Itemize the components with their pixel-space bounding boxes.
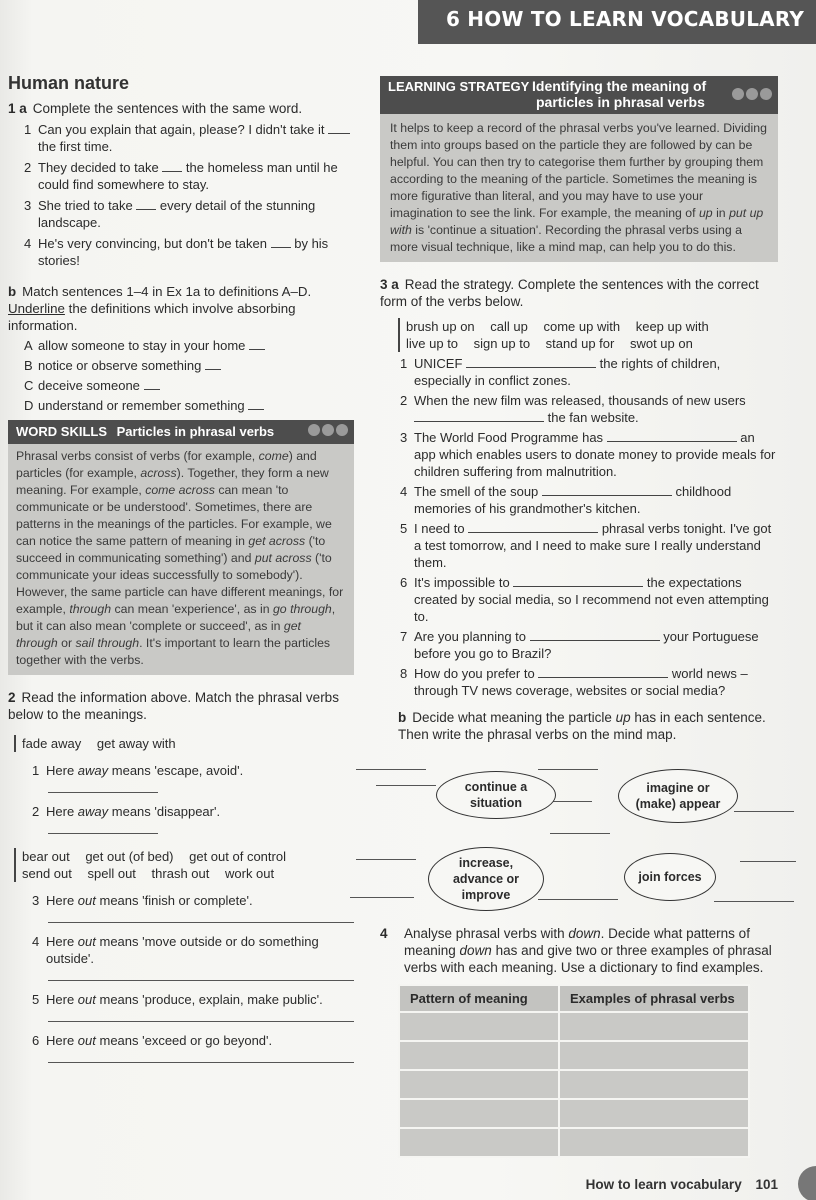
definition-item [8,337,360,354]
answer-line[interactable] [48,779,158,793]
meaning-item [8,1032,360,1049]
box-title-line2: particles in phrasal verbs [536,94,705,110]
item-text: He's very convincing, but don't be taken by his stories! [38,236,329,268]
instruction-text: Decide what meaning the particle up has in each sentence. Then write the phrasal verbs on the mind map. [398,710,766,742]
item-number: 8 [400,666,408,681]
box-title [532,78,706,110]
item-text: Here away means 'disappear'. [46,804,221,819]
answer-blank[interactable] [542,495,672,496]
item-number: 2 [400,393,408,408]
learning-strategy-header [380,76,778,114]
left-column [8,70,360,1063]
table-cell[interactable] [399,1012,559,1041]
meaning-item [8,991,360,1008]
answer-blank[interactable] [144,389,160,390]
word-list-out [14,848,314,882]
item-letter: A [24,338,33,353]
item-text: How do you prefer to world news – through TV news coverage, websites or social media? [414,666,748,698]
item-text: Here out means 'move outside or do something outside'. [46,934,319,966]
phrasal-verb: call up [490,319,528,334]
question-item [380,483,780,517]
item-text: deceive someone [38,377,360,394]
answer-line[interactable] [48,1008,354,1022]
answer-blank[interactable] [328,133,350,134]
question-item [380,574,780,625]
answer-line[interactable] [550,833,610,834]
exercise-1a-instruction [8,100,360,117]
page-tab [798,1166,816,1200]
phrasal-verb: get away with [96,736,176,751]
answer-blank[interactable] [136,209,156,210]
table-cell[interactable] [399,1128,559,1157]
item-number: 4 [400,484,408,499]
question-item [8,235,360,269]
phrasal-verb: live up to [406,336,459,351]
answer-blank[interactable] [538,677,668,678]
node-label: join forces [638,870,702,884]
decorative-dots [732,88,772,100]
section-title: Human nature [8,73,130,93]
phrasal-verb: come up with [543,319,621,334]
phrasal-verb: send out [22,866,72,881]
answer-line[interactable] [48,1049,354,1063]
item-text: It's impossible to the expectations created by social media, so I recommend not even attempting to. [414,575,769,624]
word-list-up [398,318,780,352]
item-text: She tried to take every detail of the stunning landscape. [38,198,316,230]
table-row [399,1099,749,1128]
exercise-number: 3 a [380,277,399,292]
answer-blank[interactable] [414,421,544,422]
phrasal-verb: stand up for [545,336,615,351]
page-footer [586,1176,778,1193]
answer-line[interactable] [376,785,436,786]
answer-line[interactable] [356,769,426,770]
definition-item [8,397,360,414]
phrasal-verb: sign up to [473,336,531,351]
table-row [399,1041,749,1070]
exercise-2-list-away [8,762,360,834]
exercise-2-list-out [8,892,360,1063]
item-number: 6 [32,1033,40,1048]
question-item [380,628,780,662]
question-item [380,429,780,480]
item-number: 7 [400,629,408,644]
item-text: Here out means 'exceed or go beyond'. [46,1033,273,1048]
phrasal-verb: thrash out [151,866,210,881]
meaning-item [8,933,360,967]
question-item [8,197,360,231]
answer-line[interactable] [538,899,618,900]
answer-line[interactable] [538,769,598,770]
answer-line[interactable] [734,811,794,812]
exercise-number: 2 [8,690,16,705]
item-text: Can you explain that again, please? I didn't take it the first time. [38,121,360,155]
exercise-2-instruction [8,689,360,723]
instruction-text: Read the strategy. Complete the sentences with the correct form of the verbs below. [380,277,759,309]
meaning-item [8,892,360,909]
exercise-1a-list [8,121,360,269]
table-cell[interactable] [559,1012,749,1041]
item-text: The World Food Programme has an app which enables users to donate money to provide meals for children suffering from malnutrition. [414,430,776,479]
answer-blank[interactable] [607,441,737,442]
item-number: 3 [24,198,32,213]
answer-line[interactable] [714,901,794,902]
definition-item [8,377,360,394]
item-text: They decided to take the homeless man until he could find somewhere to stay. [38,160,338,192]
item-text: When the new film was released, thousands of new users the fan website. [414,393,746,425]
table-header: Examples of phrasal verbs [559,985,749,1012]
item-text: Here out means 'finish or complete'. [46,893,253,908]
unit-banner [418,0,816,44]
answer-blank[interactable] [249,349,265,350]
node-label: imagine or (make) appear [635,781,721,811]
item-number: 3 [400,430,408,445]
definition-item [8,357,360,374]
mind-map [380,749,780,909]
item-text: allow someone to stay in your home [38,337,360,354]
phrasal-verb: spell out [87,866,136,881]
item-number: 3 [32,893,40,908]
item-number: 6 [400,575,408,590]
exercise-number: 4 [380,926,388,941]
mind-map-node [428,847,544,911]
item-text: I need to phrasal verbs tonight. I've got a test tomorrow, and I need to make sure I really understand them. [414,521,772,570]
item-number: 5 [32,992,40,1007]
meaning-item [8,762,360,779]
item-text: UNICEF the rights of children, especially in conflict zones. [414,356,721,388]
footer-label: How to learn vocabulary [585,1177,742,1192]
item-number: 1 [32,763,40,778]
underline-word: Underline [8,301,65,316]
answer-line[interactable] [48,967,354,981]
table-row [399,1070,749,1099]
pattern-table [398,984,750,1158]
table-cell[interactable] [399,1099,559,1128]
table-cell[interactable] [559,1128,749,1157]
answer-blank[interactable] [248,409,264,410]
exercise-1b-list [8,337,360,414]
answer-blank[interactable] [205,369,221,370]
item-text: notice or observe something [38,357,360,374]
answer-line[interactable] [356,859,416,860]
item-letter: C [24,378,34,393]
item-letter: D [24,398,34,413]
mind-map-node [618,769,738,823]
page-number: 101 [755,1177,778,1192]
exercise-3b-instruction [380,709,780,743]
mind-map-node [624,853,716,901]
exercise-3a-instruction [380,276,780,310]
meaning-item [8,803,360,820]
answer-blank[interactable] [513,586,643,587]
word-skills-body: Phrasal verbs consist of verbs (for example, come) and particles (for example, across). Together, they form a new meaning. For example, come across can mean 'to communicate or be understood'. Sometimes, there are patterns in the meanings of the particles. For example, we can notice the same pattern of meaning in get across ('to succeed in communicating something') and put across ('to communicate your ideas successfully to somebody'). However, the same particle can have different meanings, for example, through can mean 'experience', as in go through, but it can also mean 'complete or succeed', as in get through or sail through. It's important to learn the particles together with the verbs. [8,444,354,675]
box-title: Particles in phrasal verbs [116,424,275,439]
question-item [380,355,780,389]
word-row [406,318,780,335]
item-number: 2 [32,804,40,819]
phrasal-verb: get out (of bed) [85,849,174,864]
item-text: The smell of the soup childhood memories of his grandmother's kitchen. [414,484,732,516]
table-cell[interactable] [559,1099,749,1128]
question-item [380,665,780,699]
exercise-1b-instruction [8,283,360,334]
box-label: LEARNING STRATEGY [388,79,530,94]
exercise-number: b [8,284,17,299]
answer-line[interactable] [48,909,354,923]
question-item [380,392,780,426]
phrasal-verb: brush up on [406,319,475,334]
phrasal-verb: keep up with [635,319,709,334]
decorative-dots [308,424,348,436]
table-cell[interactable] [399,1041,559,1070]
mind-map-node [436,771,556,819]
question-item [8,159,360,193]
instruction-text: Match sentences 1–4 in Ex 1a to definitions A–D. [22,284,312,299]
item-text: Here away means 'escape, avoid'. [46,763,244,778]
word-skills-header [8,420,354,444]
item-number: 2 [24,160,32,175]
learning-strategy-body: It helps to keep a record of the phrasal verbs you've learned. Dividing them into groups based on the particle they are followed by can be helpful. You can then try to categorise them further by grouping them according to the meaning of the particle. Sometimes the meaning is more figurative than literal, and you may have to use your imagination to see the link. For example, the meaning of up in put up with is 'continue a situation'. Recording the phrasal verbs using a more visual technique, like a mind map, can help you to do this. [380,114,778,262]
instruction-text: Read the information above. Match the phrasal verbs below to the meanings. [8,690,339,722]
word-list-away [14,735,360,752]
box-title-line1: Identifying the meaning of [532,78,707,94]
answer-blank[interactable] [468,532,598,533]
answer-line[interactable] [48,820,158,834]
exercise-number: b [398,710,407,725]
answer-line[interactable] [350,897,414,898]
word-row [406,335,780,352]
answer-blank[interactable] [530,640,660,641]
answer-blank[interactable] [466,367,596,368]
item-letter: B [24,358,33,373]
item-number: 5 [400,521,408,536]
table-header: Pattern of meaning [399,985,559,1012]
phrasal-verb: fade away [22,736,82,751]
table-cell[interactable] [559,1070,749,1099]
question-item [380,520,780,571]
box-label: WORD SKILLS [16,424,107,439]
item-number: 1 [400,356,408,371]
instruction-text: Complete the sentences with the same word. [32,101,303,116]
table-row [399,1012,749,1041]
exercise-3a-list [380,355,780,699]
learning-strategy-box [380,76,778,262]
phrasal-verb: get out of control [189,849,286,864]
right-column [380,76,780,1158]
exercise-number: 1 a [8,101,27,116]
item-text: understand or remember something [38,397,360,414]
phrasal-verb: swot up on [629,336,693,351]
node-label: increase, advance or improve [452,856,519,902]
unit-title: 6 HOW TO LEARN VOCABULARY [446,7,805,31]
item-number: 1 [24,122,32,137]
word-skills-box [8,420,354,675]
question-item [8,121,360,155]
phrasal-verb: bear out [22,849,70,864]
instruction-text: the definitions which involve absorbing information. [8,301,296,333]
table-cell[interactable] [559,1041,749,1070]
item-number: 4 [24,236,32,251]
item-number: 4 [32,934,40,949]
instruction-text: Analyse phrasal verbs with down. Decide what patterns of meaning down has and give two or three examples of phrasal verbs with each meaning. Use a dictionary to find examples. [404,926,772,975]
node-label: continue a situation [464,780,528,810]
exercise-4-instruction [380,925,780,976]
table-row [399,1128,749,1157]
table-cell[interactable] [399,1070,559,1099]
phrasal-verb: work out [225,866,275,881]
answer-blank[interactable] [162,171,182,172]
item-text: Here out means 'produce, explain, make public'. [46,992,323,1007]
answer-line[interactable] [740,861,796,862]
answer-blank[interactable] [271,247,291,248]
item-text: Are you planning to your Portuguese before you go to Brazil? [414,629,759,661]
